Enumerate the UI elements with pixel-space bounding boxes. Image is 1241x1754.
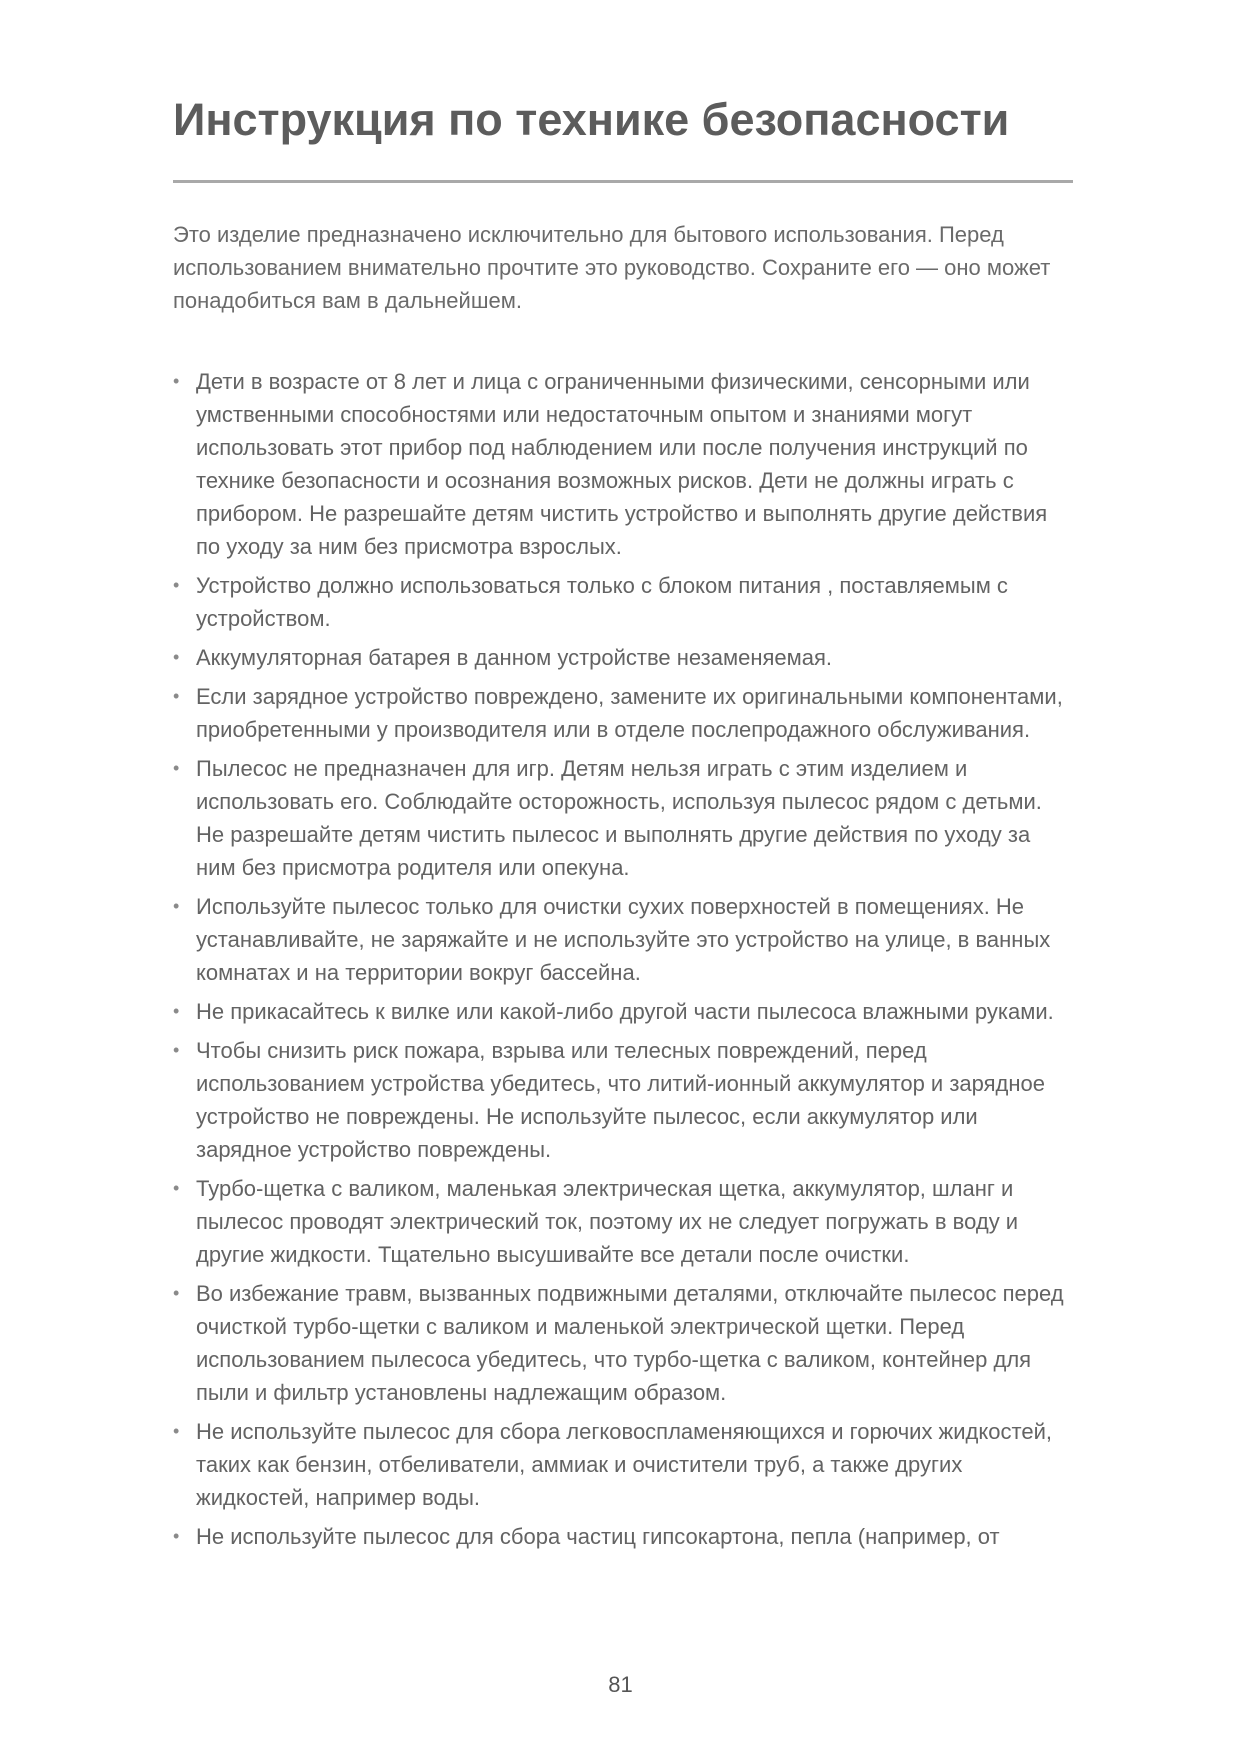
safety-rules-list xyxy=(173,365,1073,1559)
list-item-text: Чтобы снизить риск пожара, взрыва или телесных повреждений, перед использованием устройства убедитесь, что литий-ионный аккумулятор и зарядное устройство не повреждены. Не используйте пылесос, если аккумулятор или зарядное устройство повреждены. xyxy=(196,1038,1045,1162)
bullet-icon: • xyxy=(173,686,180,706)
bullet-icon: • xyxy=(173,1421,180,1441)
list-item xyxy=(173,680,1073,746)
list-item-text: Аккумуляторная батарея в данном устройстве незаменяемая. xyxy=(196,645,833,670)
list-item xyxy=(173,995,1073,1028)
list-item-text: Турбо-щетка с валиком, маленькая электрическая щетка, аккумулятор, шланг и пылесос проводят электрический ток, поэтому их не следует погружать в воду и другие жидкости. Тщательно высушивайте все детали после очистки. xyxy=(196,1176,1019,1267)
list-item xyxy=(173,569,1073,635)
list-item-text: Во избежание травм, вызванных подвижными деталями, отключайте пылесос перед очисткой турбо-щетки с валиком и маленькой электрической щетки. Перед использованием пылесоса убедитесь, что турбо-щетка с валиком, контейнер для пыли и фильтр установлены надлежащим образом. xyxy=(196,1281,1064,1405)
bullet-icon: • xyxy=(173,371,180,391)
intro-paragraph: Это изделие предназначено исключительно для бытового использования. Перед использованием внимательно прочтите это руководство. Сохраните его — оно может понадобиться вам в дальнейшем. xyxy=(173,222,1051,313)
list-item-text: Устройство должно использоваться только с блоком питания , поставляемым с устройством. xyxy=(196,573,1008,631)
bullet-icon: • xyxy=(173,1001,180,1021)
list-item-text: Не используйте пылесос для сбора частиц гипсокартона, пепла (например, от xyxy=(196,1524,1000,1549)
list-item xyxy=(173,1034,1073,1166)
list-item-text: Не прикасайтесь к вилке или какой-либо другой части пылесоса влажными руками. xyxy=(196,999,1054,1024)
list-item xyxy=(173,890,1073,989)
bullet-icon: • xyxy=(173,1283,180,1303)
bullet-icon: • xyxy=(173,1178,180,1198)
list-item xyxy=(173,1172,1073,1271)
list-item xyxy=(173,1277,1073,1409)
title-divider xyxy=(173,180,1073,183)
list-item-text: Дети в возрасте от 8 лет и лица с ограниченными физическими, сенсорными или умственными способностями или недостаточным опытом и знаниями могут использовать этот прибор под наблюдением или после получения инструкций по технике безопасности и осознания возможных рисков. Дети не должны играть с прибором. Не разрешайте детям чистить устройство и выполнять другие действия по уходу за ним без присмотра взрослых. xyxy=(196,369,1048,559)
bullet-icon: • xyxy=(173,1526,180,1546)
page-title: Инструкция по технике безопасности xyxy=(173,94,1010,145)
list-item-text: Не используйте пылесос для сбора легковоспламеняющихся и горючих жидкостей, таких как бензин, отбеливатели, аммиак и очистители труб, а также других жидкостей, например воды. xyxy=(196,1419,1052,1510)
list-item xyxy=(173,1520,1073,1553)
bullet-icon: • xyxy=(173,758,180,778)
bullet-icon: • xyxy=(173,647,180,667)
page-number: 81 xyxy=(608,1672,633,1697)
list-item xyxy=(173,641,1073,674)
list-item-text: Пылесос не предназначен для игр. Детям нельзя играть с этим изделием и использовать его. Соблюдайте осторожность, используя пылесос рядом с детьми. Не разрешайте детям чистить пылесос и выполнять другие действия по уходу за ним без присмотра родителя или опекуна. xyxy=(196,756,1042,880)
list-item xyxy=(173,365,1073,563)
bullet-icon: • xyxy=(173,896,180,916)
list-item xyxy=(173,1415,1073,1514)
bullet-icon: • xyxy=(173,575,180,595)
list-item-text: Используйте пылесос только для очистки сухих поверхностей в помещениях. Не устанавливайте, не заряжайте и не используйте это устройство на улице, в ванных комнатах и на территории вокруг бассейна. xyxy=(196,894,1051,985)
list-item xyxy=(173,752,1073,884)
list-item-text: Если зарядное устройство повреждено, замените их оригинальными компонентами, приобретенными у производителя или в отделе послепродажного обслуживания. xyxy=(196,684,1063,742)
bullet-icon: • xyxy=(173,1040,180,1060)
